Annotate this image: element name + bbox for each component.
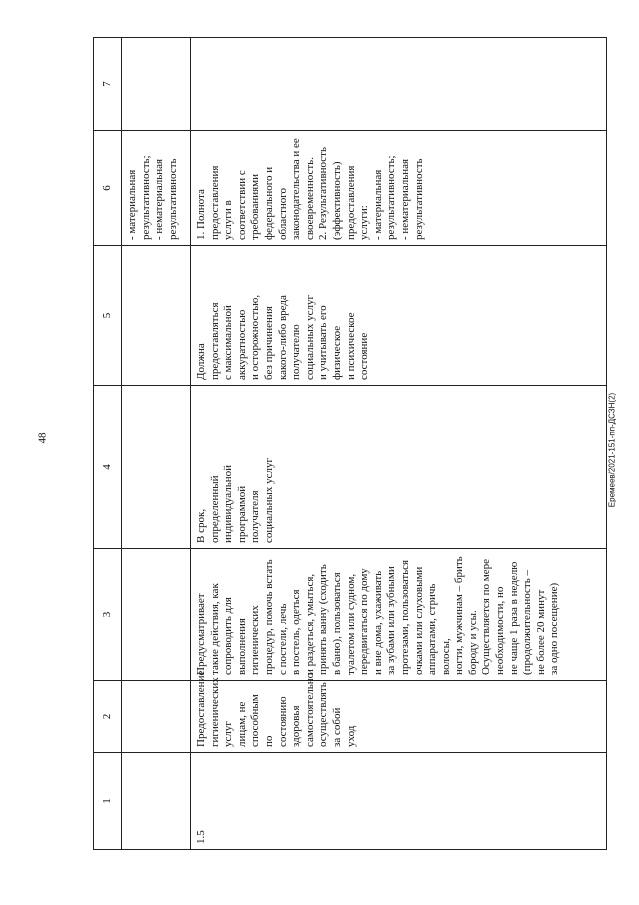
service-conditions-cell: Должна предоставляться с максимальной аккуратностью и осторожностью, без причинения какого-либо вреда получателю социальных услуг и учитывать его физическое и психическое состояние [191, 246, 607, 386]
cont-cell-6: - материальная результативность; - нематериальная результативность [122, 131, 191, 246]
row-cell-7 [191, 38, 607, 131]
header-cell-3: 3 [94, 549, 122, 681]
table-container [93, 38, 607, 850]
cont-cell-7 [122, 38, 191, 131]
continuation-row [122, 38, 191, 850]
row-number: 1.5 [191, 753, 607, 850]
header-cell-4: 4 [94, 386, 122, 549]
document-code: Еремеев/2021-151-пп-ДСЗН(2) [607, 392, 617, 508]
service-name-cell: Предоставление гигиенических услуг лицам, не способным по состоянию здоровья самостоятельно осуществлять за собой уход [191, 681, 607, 753]
cont-cell-1 [122, 753, 191, 850]
header-cell-7: 7 [94, 38, 122, 131]
page-number: 48 [36, 432, 49, 444]
service-term-cell: В срок, определенный индивидуальной программой получателя социальных услуг [191, 386, 607, 549]
table-row [191, 38, 607, 850]
services-table [93, 37, 607, 850]
header-cell-2: 2 [94, 681, 122, 753]
header-cell-1: 1 [94, 753, 122, 850]
cont-cell-5 [122, 246, 191, 386]
rotated-table [93, 38, 607, 850]
service-description-cell: Предусматривает такие действия, как сопроводить для выполнения гигиенических процедур, помочь встать с постели, лечь в постель, одеться и раздеться, умыться, принять ванну (сходить в баню), пользоваться туалетом или судном, передвигаться по дому и вне дома, ухаживать за зубами или зубными протезами, пользоваться очками или слуховыми аппаратами, стричь волосы, ногти, мужчинам – брить бороду и усы. Осуществляется по мере необходимости, но не чаще 1 раза в неделю (продолжительность – не более 20 минут за одно посещение) [191, 549, 607, 681]
cont-cell-2 [122, 681, 191, 753]
cont-cell-3 [122, 549, 191, 681]
header-row [94, 38, 122, 850]
service-quality-cell: 1. Полнота предоставления услуги в соответствии с требованиями федерального и областного законодательства и ее своевременность. 2. Результативность (эффективность) предоставления услуги: - материальная результативность; - нематериальная результативность [191, 131, 607, 246]
header-cell-5: 5 [94, 246, 122, 386]
cont-cell-4 [122, 386, 191, 549]
header-cell-6: 6 [94, 131, 122, 246]
